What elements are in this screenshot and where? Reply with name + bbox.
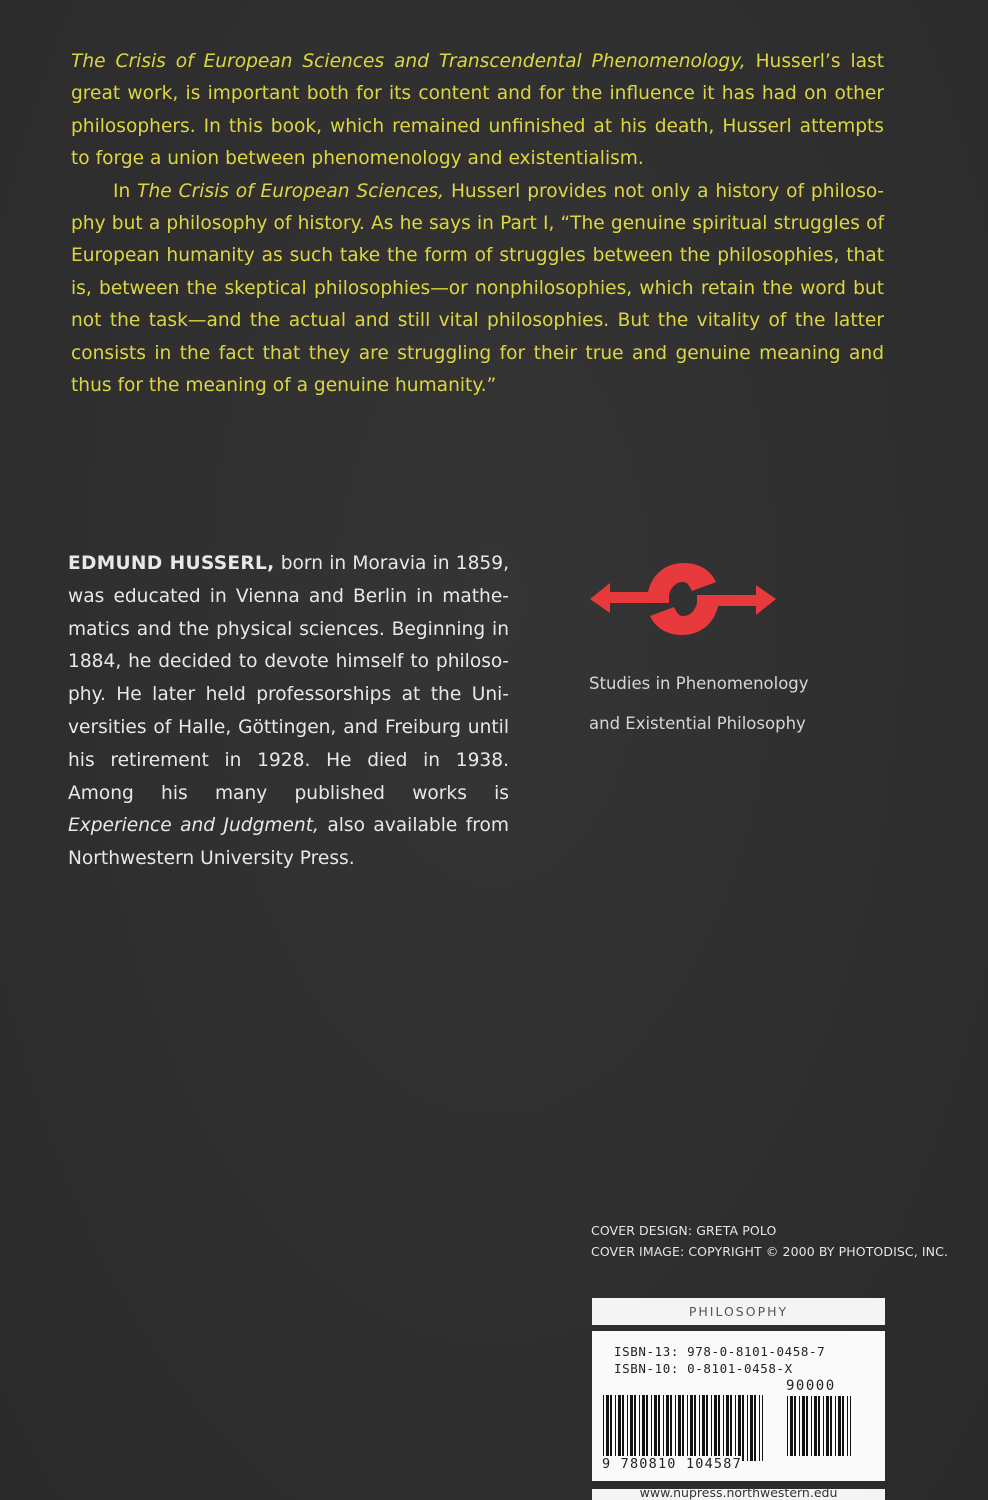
series-line-1: Studies in Phenomenology [589,674,809,693]
price-code: 90000 [786,1378,836,1394]
blurb-paragraph-2: In The Crisis of European Sciences, Husserl provides not only a history of philosophy but a philosophy of history. As he says in Part I, “The genuine spiritual struggles of European humanity as such take the form of struggles between the philosophies, that is, between the skeptical philosophies—or nonphilosophies, which retain the word but not the task—and the actual and still vital philosophies. But the vitality of the latter consists in the fact that they are struggling for their true and genuine meaning and thus for the meaning of a genuine humanity.” [71,180,884,397]
publisher-url: www.nupress.northwestern.edu [639,1485,838,1500]
ean-barcode-icon [603,1395,763,1461]
book-title: The Crisis of European Sciences and Transcendental Phenomenology, [71,51,746,72]
series-logo-icon [588,557,778,647]
series-line-2: and Existential Philosophy [589,714,806,733]
description-blurb [71,46,884,402]
isbn-10: ISBN-10: 0-8101-0458-X [614,1361,793,1376]
book-title-short: The Crisis of European Sciences, [137,180,445,202]
blurb-paragraph-1: The Crisis of European Sciences and Transcendental Phenomenology, Husserl’s last great work, is important both for its content and for the influence it has had on other philosophers. In this book, which remained unfinished at his death, Husserl attempts to forge a union between phenomenology and existentialism. [71,51,884,170]
author-name: EDMUND HUSSERL, [68,553,275,574]
cover-image-credit: COVER IMAGE: COPYRIGHT © 2000 BY PHOTODISC, INC. [591,1244,949,1259]
cover-credits [591,1220,971,1262]
cover-design-credit: COVER DESIGN: GRETA POLO [591,1223,777,1238]
subject-label: PHILOSOPHY [592,1298,885,1325]
other-work-title: Experience and Judgment, [68,815,319,837]
series-name [589,664,889,744]
addon-barcode-icon [787,1396,851,1456]
barcode-digits: 9 780810 104587 [602,1456,742,1472]
author-bio: EDMUND HUSSERL, born in Moravia in 1859, was educated in Vienna and Berlin in mathematics and the physical sciences. Beginning in 1884, he decided to devote himself to philosophy. He later held professorships at the Universities of Halle, Göttingen, and Freiburg until his retirement in 1928. He died in 1938. Among his many published works is Experience and Judgment, also available from Northwestern University Press. [68,553,509,870]
isbn-13: ISBN-13: 978-0-8101-0458-7 [614,1344,826,1359]
